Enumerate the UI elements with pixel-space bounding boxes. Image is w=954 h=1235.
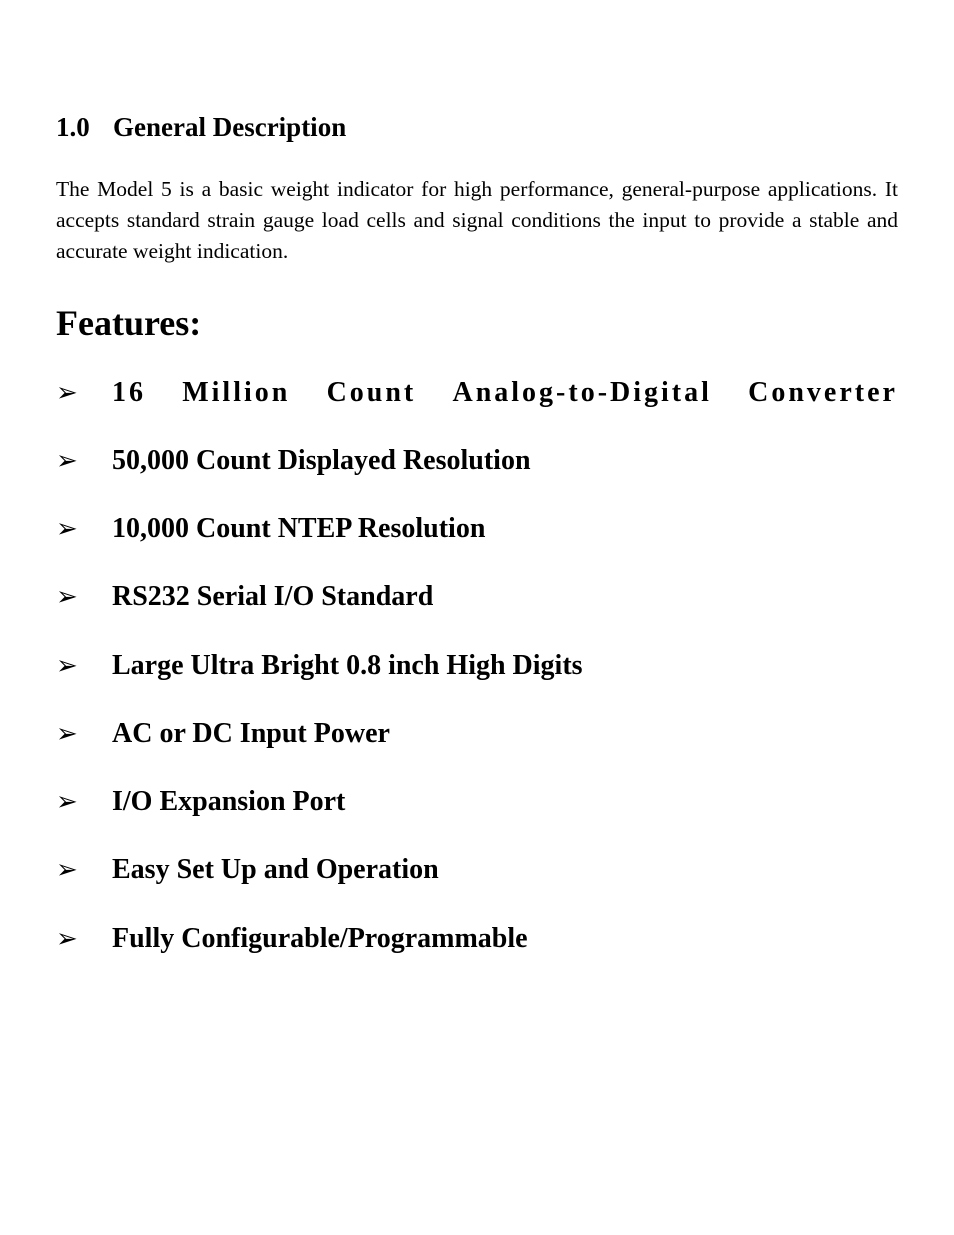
features-heading: Features:: [56, 303, 202, 343]
intro-paragraph: The Model 5 is a basic weight indicator for high performance, general-purpose applications. It accepts standard strain gauge load cells and signal conditions the input to provide a stable and accurate weight indication.: [56, 177, 898, 263]
feature-item: [56, 714, 898, 754]
feature-word: Converter: [748, 377, 898, 408]
bullet-arrow-icon: ➢: [56, 651, 78, 680]
feature-item: [56, 782, 898, 822]
feature-item: [56, 441, 898, 481]
bullet-arrow-icon: ➢: [56, 787, 78, 816]
feature-label: 50,000 Count Displayed Resolution: [112, 445, 531, 476]
bullet-arrow-icon: ➢: [56, 446, 78, 475]
feature-item: [56, 850, 898, 890]
feature-label: Fully Configurable/Programmable: [112, 923, 528, 954]
feature-word: Analog-to-Digital: [452, 377, 712, 408]
feature-label: [112, 373, 898, 413]
feature-label: Easy Set Up and Operation: [112, 854, 439, 885]
feature-label: 10,000 Count NTEP Resolution: [112, 513, 486, 544]
bullet-arrow-icon: ➢: [56, 855, 78, 884]
feature-label: RS232 Serial I/O Standard: [112, 581, 434, 612]
bullet-arrow-icon: ➢: [56, 514, 78, 543]
feature-label: Large Ultra Bright 0.8 inch High Digits: [112, 650, 583, 681]
feature-label: I/O Expansion Port: [112, 786, 346, 817]
feature-item: [56, 919, 898, 959]
feature-item: [56, 373, 898, 413]
feature-label: AC or DC Input Power: [112, 718, 390, 749]
section-number: 1.0: [56, 112, 90, 142]
feature-word: Million: [182, 377, 291, 408]
section-title: General Description: [113, 112, 347, 142]
feature-item: [56, 646, 898, 686]
section-heading: [56, 108, 346, 146]
feature-word: Count: [326, 377, 417, 408]
bullet-arrow-icon: ➢: [56, 719, 78, 748]
bullet-arrow-icon: ➢: [56, 378, 78, 407]
bullet-arrow-icon: ➢: [56, 582, 78, 611]
feature-item: [56, 577, 898, 617]
feature-word: 16: [112, 377, 146, 408]
bullet-arrow-icon: ➢: [56, 924, 78, 953]
feature-item: [56, 509, 898, 549]
